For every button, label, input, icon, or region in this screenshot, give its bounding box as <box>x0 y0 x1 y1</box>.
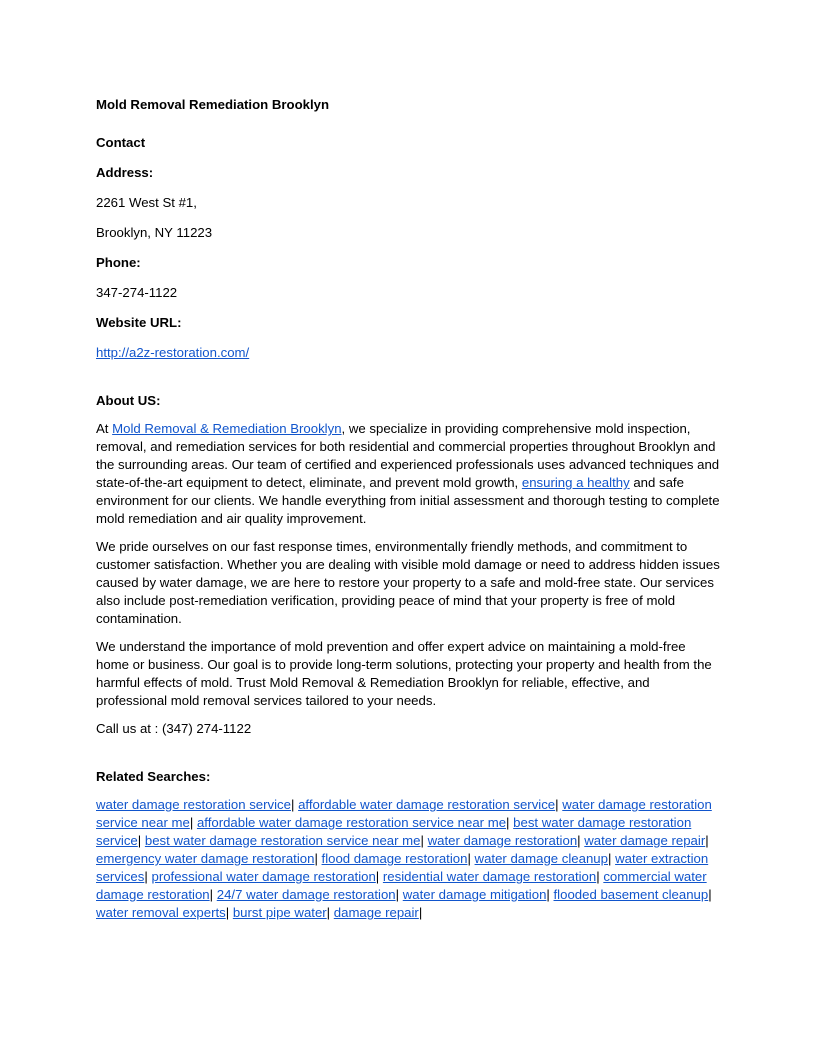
related-search-link[interactable]: flooded basement cleanup <box>553 887 709 902</box>
related-search-link[interactable]: water damage mitigation <box>402 887 547 902</box>
related-search-link[interactable]: water removal experts <box>96 905 226 920</box>
related-search-link[interactable]: water damage repair <box>584 833 706 848</box>
related-search-link[interactable]: residential water damage restoration <box>382 869 597 884</box>
link-separator: | <box>209 887 214 902</box>
related-search-link[interactable]: commercial water damage restoration <box>96 869 707 902</box>
link-separator: | <box>189 815 194 830</box>
related-search-link[interactable]: damage repair <box>333 905 419 920</box>
address-label: Address: <box>96 165 154 180</box>
link-separator: | <box>555 797 559 812</box>
link-separator: | <box>705 833 709 848</box>
related-search-link[interactable]: best water damage restoration service <box>96 815 692 848</box>
link-separator: | <box>225 905 230 920</box>
about-p1-mid: , we specialize in providing comprehensive mold inspection, removal, and remediation services for both residential and commercial properties throughout Brooklyn and the surrounding areas. Our team of certified and experienced professionals uses advanced techniques and state-of-the-art equipment to detect, eliminate, and prevent mold growth, <box>96 421 720 490</box>
link-separator: | <box>137 833 142 848</box>
link-separator: | <box>314 851 318 866</box>
related-search-link[interactable]: affordable water damage restoration service <box>298 797 556 812</box>
about-paragraph-2: We pride ourselves on our fast response times, environmentally friendly methods, and commitment to customer satisfaction. Whether you are dealing with visible mold damage or need to address hidden issues caused by water damage, we are here to restore your property to a safe and mold-free state. Our services also include post-remediation verification, providing peace of mind that your property is free of mold contamination. <box>96 539 720 626</box>
about-p1-pre: At <box>96 421 113 436</box>
ensuring-healthy-link[interactable]: ensuring a healthy <box>521 475 630 490</box>
about-paragraph-3: We understand the importance of mold prevention and offer expert advice on maintaining a mold-free home or business. Our goal is to provide long-term solutions, protecting your property and health from the harmful effects of mold. Trust Mold Removal & Remediation Brooklyn for reliable, effective, and professional mold removal services tailored to your needs. <box>96 639 712 708</box>
related-search-link[interactable]: burst pipe water <box>232 905 327 920</box>
link-separator: | <box>596 869 600 884</box>
link-separator: | <box>607 851 612 866</box>
contact-heading: Contact <box>96 135 146 150</box>
phone-value: 347-274-1122 <box>96 285 178 300</box>
related-search-link[interactable]: water damage cleanup <box>474 851 608 866</box>
about-p1-post: and safe environment for our clients. We handle everything from initial assessment and thorough testing to complete mold remediation and air quality improvement. <box>96 475 720 526</box>
link-separator: | <box>144 869 148 884</box>
related-search-link[interactable]: affordable water damage restoration service near me <box>196 815 507 830</box>
call-us-text: Call us at : (347) 274-1122 <box>96 721 252 736</box>
link-separator: | <box>395 887 400 902</box>
related-searches-heading: Related Searches: <box>96 769 211 784</box>
related-search-link[interactable]: 24/7 water damage restoration <box>216 887 396 902</box>
address-line-1: 2261 West St #1, <box>96 195 197 210</box>
about-paragraph-1 <box>96 420 720 528</box>
link-separator: | <box>326 905 331 920</box>
link-separator: | <box>290 797 295 812</box>
related-search-link[interactable]: best water damage restoration service near me <box>144 833 421 848</box>
related-search-link[interactable]: emergency water damage restoration <box>96 851 315 866</box>
link-separator: | <box>467 851 471 866</box>
phone-label: Phone: <box>96 255 141 270</box>
address-line-2: Brooklyn, NY 11223 <box>96 225 213 240</box>
page-title: Mold Removal Remediation Brooklyn <box>96 97 330 112</box>
mold-removal-link[interactable]: Mold Removal & Remediation Brooklyn <box>112 421 342 436</box>
related-search-link[interactable]: water damage restoration service <box>96 797 291 812</box>
related-search-link[interactable]: flood damage restoration <box>321 851 468 866</box>
related-searches-list <box>96 796 720 922</box>
related-search-link[interactable]: water damage restoration service near me <box>96 797 712 830</box>
link-separator: | <box>418 905 423 920</box>
link-separator: | <box>420 833 424 848</box>
related-search-link[interactable]: water extraction services <box>96 851 709 884</box>
link-separator: | <box>708 887 712 902</box>
link-separator: | <box>577 833 581 848</box>
website-label: Website URL: <box>96 315 182 330</box>
link-separator: | <box>375 869 380 884</box>
website-link[interactable]: http://a2z-restoration.com/ <box>96 345 250 360</box>
related-search-link[interactable]: water damage restoration <box>427 833 578 848</box>
related-search-link[interactable]: professional water damage restoration <box>151 869 376 884</box>
link-separator: | <box>506 815 510 830</box>
about-heading: About US: <box>96 393 161 408</box>
link-separator: | <box>546 887 550 902</box>
